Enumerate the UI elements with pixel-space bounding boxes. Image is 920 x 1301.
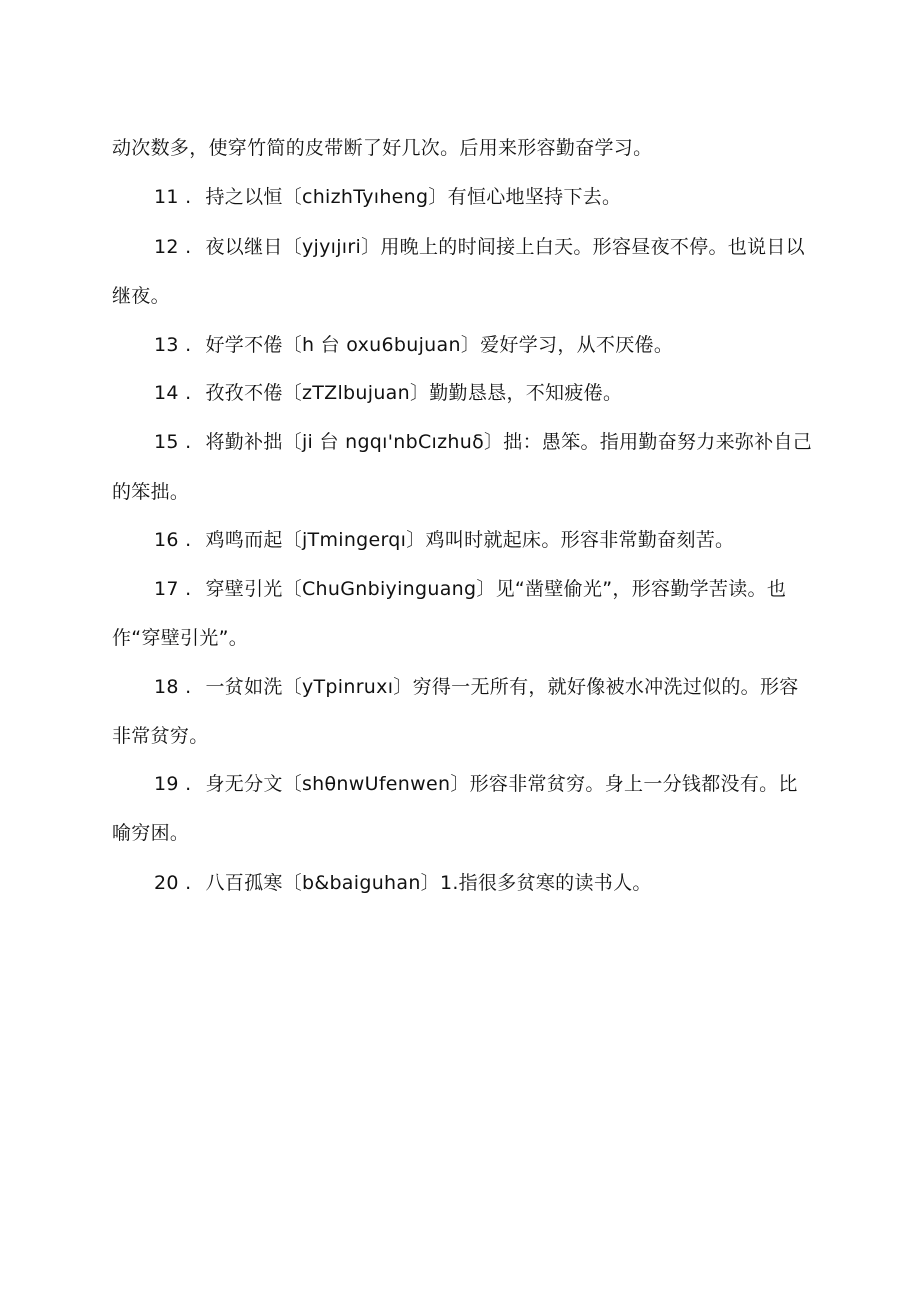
line-text: 作“穿壁引光”。 bbox=[112, 627, 249, 649]
line-text: 夜以继日〔yjyıjıri〕用晚上的时间接上白天。形容昼夜不停。也说日以 bbox=[205, 236, 805, 258]
list-item-17 bbox=[154, 577, 814, 601]
list-item-12 bbox=[154, 235, 814, 259]
text-line bbox=[112, 724, 812, 748]
line-text: 身无分文〔shθnwUfenwen〕形容非常贫穷。身上一分钱都没有。比 bbox=[205, 773, 798, 795]
item-number: 12 . bbox=[154, 236, 192, 258]
item-number: 11 . bbox=[154, 186, 192, 208]
text-line bbox=[112, 480, 812, 504]
item-number: 14 . bbox=[154, 382, 192, 404]
line-text: 非常贫穷。 bbox=[112, 725, 209, 747]
list-item-14 bbox=[154, 381, 814, 405]
text-line bbox=[112, 136, 812, 160]
item-number: 17 . bbox=[154, 578, 192, 600]
list-item-13 bbox=[154, 333, 814, 357]
line-text: 的笨拙。 bbox=[112, 481, 190, 503]
text-line bbox=[112, 284, 812, 308]
list-item-20 bbox=[154, 871, 814, 895]
item-number: 15 . bbox=[154, 431, 192, 453]
item-number: 18 . bbox=[154, 676, 192, 698]
item-number: 20 . bbox=[154, 872, 192, 894]
item-number: 16 . bbox=[154, 529, 192, 551]
text-line bbox=[112, 626, 812, 650]
line-text: 动次数多，使穿竹简的皮带断了好几次。后用来形容勤奋学习。 bbox=[112, 137, 653, 159]
line-text: 一贫如洗〔yTpinruxı〕穷得一无所有，就好像被水冲洗过似的。形容 bbox=[205, 676, 799, 698]
line-text: 喻穷困。 bbox=[112, 822, 190, 844]
list-item-19 bbox=[154, 772, 814, 796]
line-text: 将勤补拙〔ji 台 ngqı'nbCızhuδ〕拙：愚笨。指用勤奋努力来弥补自己 bbox=[205, 431, 813, 453]
line-text: 八百孤寒〔b&baiguhan〕1.指很多贫寒的读书人。 bbox=[205, 872, 652, 894]
list-item-16 bbox=[154, 528, 814, 552]
list-item-18 bbox=[154, 675, 814, 699]
text-line bbox=[112, 821, 812, 845]
list-item-11 bbox=[154, 185, 814, 209]
line-text: 继夜。 bbox=[112, 285, 170, 307]
line-text: 鸡鸣而起〔jTmingerqı〕鸡叫时就起床。形容非常勤奋刻苦。 bbox=[205, 529, 735, 551]
line-text: 孜孜不倦〔zTZlbujuan〕勤勤恳恳，不知疲倦。 bbox=[205, 382, 623, 404]
line-text: 持之以恒〔chizhTyıheng〕有恒心地坚持下去。 bbox=[205, 186, 622, 208]
item-number: 13 . bbox=[154, 334, 192, 356]
list-item-15 bbox=[154, 430, 814, 454]
item-number: 19 . bbox=[154, 773, 192, 795]
line-text: 穿壁引光〔ChuGnbiyinguang〕见“凿壁偷光”，形容勤学苦读。也 bbox=[205, 578, 787, 600]
line-text: 好学不倦〔h 台 oxu6bujuan〕爱好学习，从不厌倦。 bbox=[205, 334, 674, 356]
